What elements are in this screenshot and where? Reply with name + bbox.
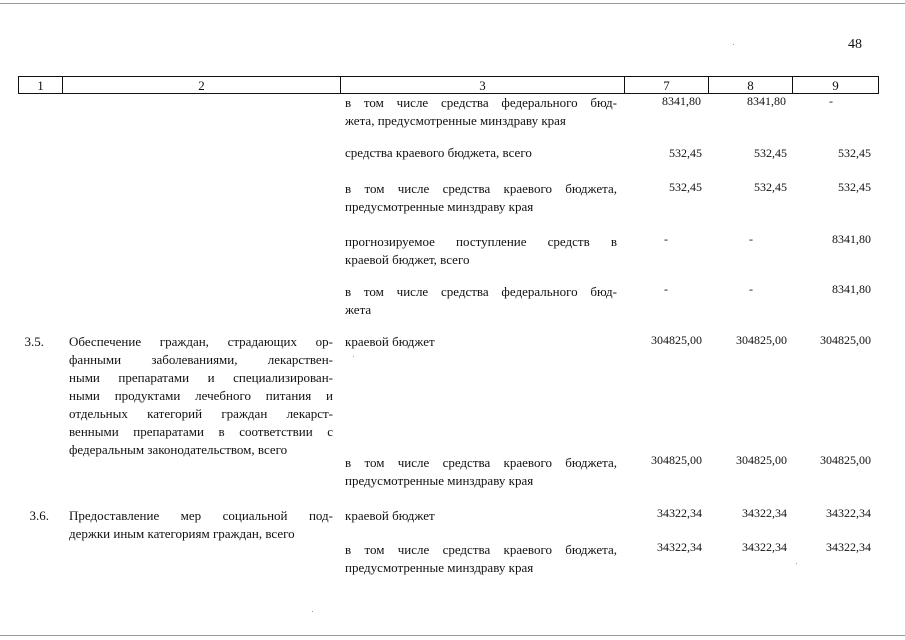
text-line: отдельных категорий граждан лекарст-	[69, 406, 333, 421]
row-0-value-9: -	[829, 94, 833, 108]
text-line: предусмотренные минздраву края	[345, 199, 534, 214]
row-5-description	[345, 333, 617, 351]
text-line: федеральным законодательством, всего	[69, 442, 288, 457]
row-0-value-8: 8341,80	[747, 94, 786, 108]
row-4-value-7: -	[664, 282, 668, 296]
row-2-value-8: 532,45	[754, 180, 787, 194]
row-7-item-title	[69, 507, 333, 543]
scan-speck	[312, 611, 313, 612]
row-6-description	[345, 454, 617, 490]
row-4-value-9: 8341,80	[832, 282, 871, 296]
row-4-value-8: -	[749, 282, 753, 296]
row-5-number: 3.5.	[24, 334, 44, 349]
row-1-value-8: 532,45	[754, 146, 787, 160]
text-line: краевой бюджет, всего	[345, 252, 470, 267]
row-7-value-9: 34322,34	[826, 506, 871, 520]
text-line: в том числе средства краевого бюджета,	[345, 542, 617, 557]
text-line: в том числе средства федерального бюд-	[345, 284, 617, 299]
row-7-value-7: 34322,34	[657, 506, 702, 520]
row-1-value-7: 532,45	[669, 146, 702, 160]
text-line: жета, предусмотренные минздраву края	[345, 113, 566, 128]
row-4-description	[345, 283, 617, 319]
scan-speck	[733, 44, 734, 45]
row-1-value-9: 532,45	[838, 146, 871, 160]
text-line: фанными заболеваниями, лекарствен-	[69, 352, 333, 367]
row-7-number: 3.6.	[29, 508, 49, 523]
header-col-8: 8	[709, 77, 793, 94]
row-2-value-7: 532,45	[669, 180, 702, 194]
header-col-1: 1	[19, 77, 63, 94]
text-line: в том числе средства краевого бюджета,	[345, 181, 617, 196]
text-line: в том числе средства краевого бюджета,	[345, 455, 617, 470]
row-6-value-7: 304825,00	[651, 453, 702, 467]
row-2-value-9: 532,45	[838, 180, 871, 194]
text-line: предусмотренные минздраву края	[345, 560, 534, 575]
scan-top-border	[0, 3, 905, 4]
row-8-value-9: 34322,34	[826, 540, 871, 554]
text-line: краевой бюджет	[345, 508, 435, 523]
text-line: держки иным категориям граждан, всего	[69, 526, 295, 541]
row-8-description	[345, 541, 617, 577]
row-5-item-title	[69, 333, 333, 459]
header-col-7: 7	[625, 77, 709, 94]
text-line: ными продуктами лечебного питания и	[69, 388, 333, 403]
row-6-value-8: 304825,00	[736, 453, 787, 467]
row-0-value-7: 8341,80	[662, 94, 701, 108]
text-line: венными препаратами в соответствии с	[69, 424, 333, 439]
row-7-description	[345, 507, 617, 525]
row-8-value-8: 34322,34	[742, 540, 787, 554]
text-line: Предоставление мер социальной под-	[69, 508, 333, 523]
row-5-value-7: 304825,00	[651, 333, 702, 347]
header-col-2: 2	[63, 77, 341, 94]
row-3-value-7: -	[664, 232, 668, 246]
scan-speck	[796, 563, 797, 564]
header-col-3: 3	[341, 77, 625, 94]
page-number: 48	[848, 37, 862, 52]
row-5-value-9: 304825,00	[820, 333, 871, 347]
text-line: жета	[345, 302, 372, 317]
text-line: в том числе средства федерального бюд-	[345, 95, 617, 110]
text-line: средства краевого бюджета, всего	[345, 145, 532, 160]
row-8-value-7: 34322,34	[657, 540, 702, 554]
text-line: предусмотренные минздраву края	[345, 473, 534, 488]
row-6-value-9: 304825,00	[820, 453, 871, 467]
row-2-description	[345, 180, 617, 216]
scan-speck	[353, 356, 354, 357]
row-5-value-8: 304825,00	[736, 333, 787, 347]
header-row	[19, 77, 879, 94]
header-col-9: 9	[793, 77, 879, 94]
scan-bottom-border	[0, 635, 905, 636]
text-line: краевой бюджет	[345, 334, 435, 349]
row-7-value-8: 34322,34	[742, 506, 787, 520]
row-3-description	[345, 233, 617, 269]
row-1-description	[345, 144, 617, 162]
text-line: Обеспечение граждан, страдающих ор-	[69, 334, 333, 349]
row-3-value-8: -	[749, 232, 753, 246]
row-3-value-9: 8341,80	[832, 232, 871, 246]
text-line: ными препаратами и специализирован-	[69, 370, 333, 385]
text-line: прогнозируемое поступление средств в	[345, 234, 617, 249]
row-0-description	[345, 94, 617, 130]
